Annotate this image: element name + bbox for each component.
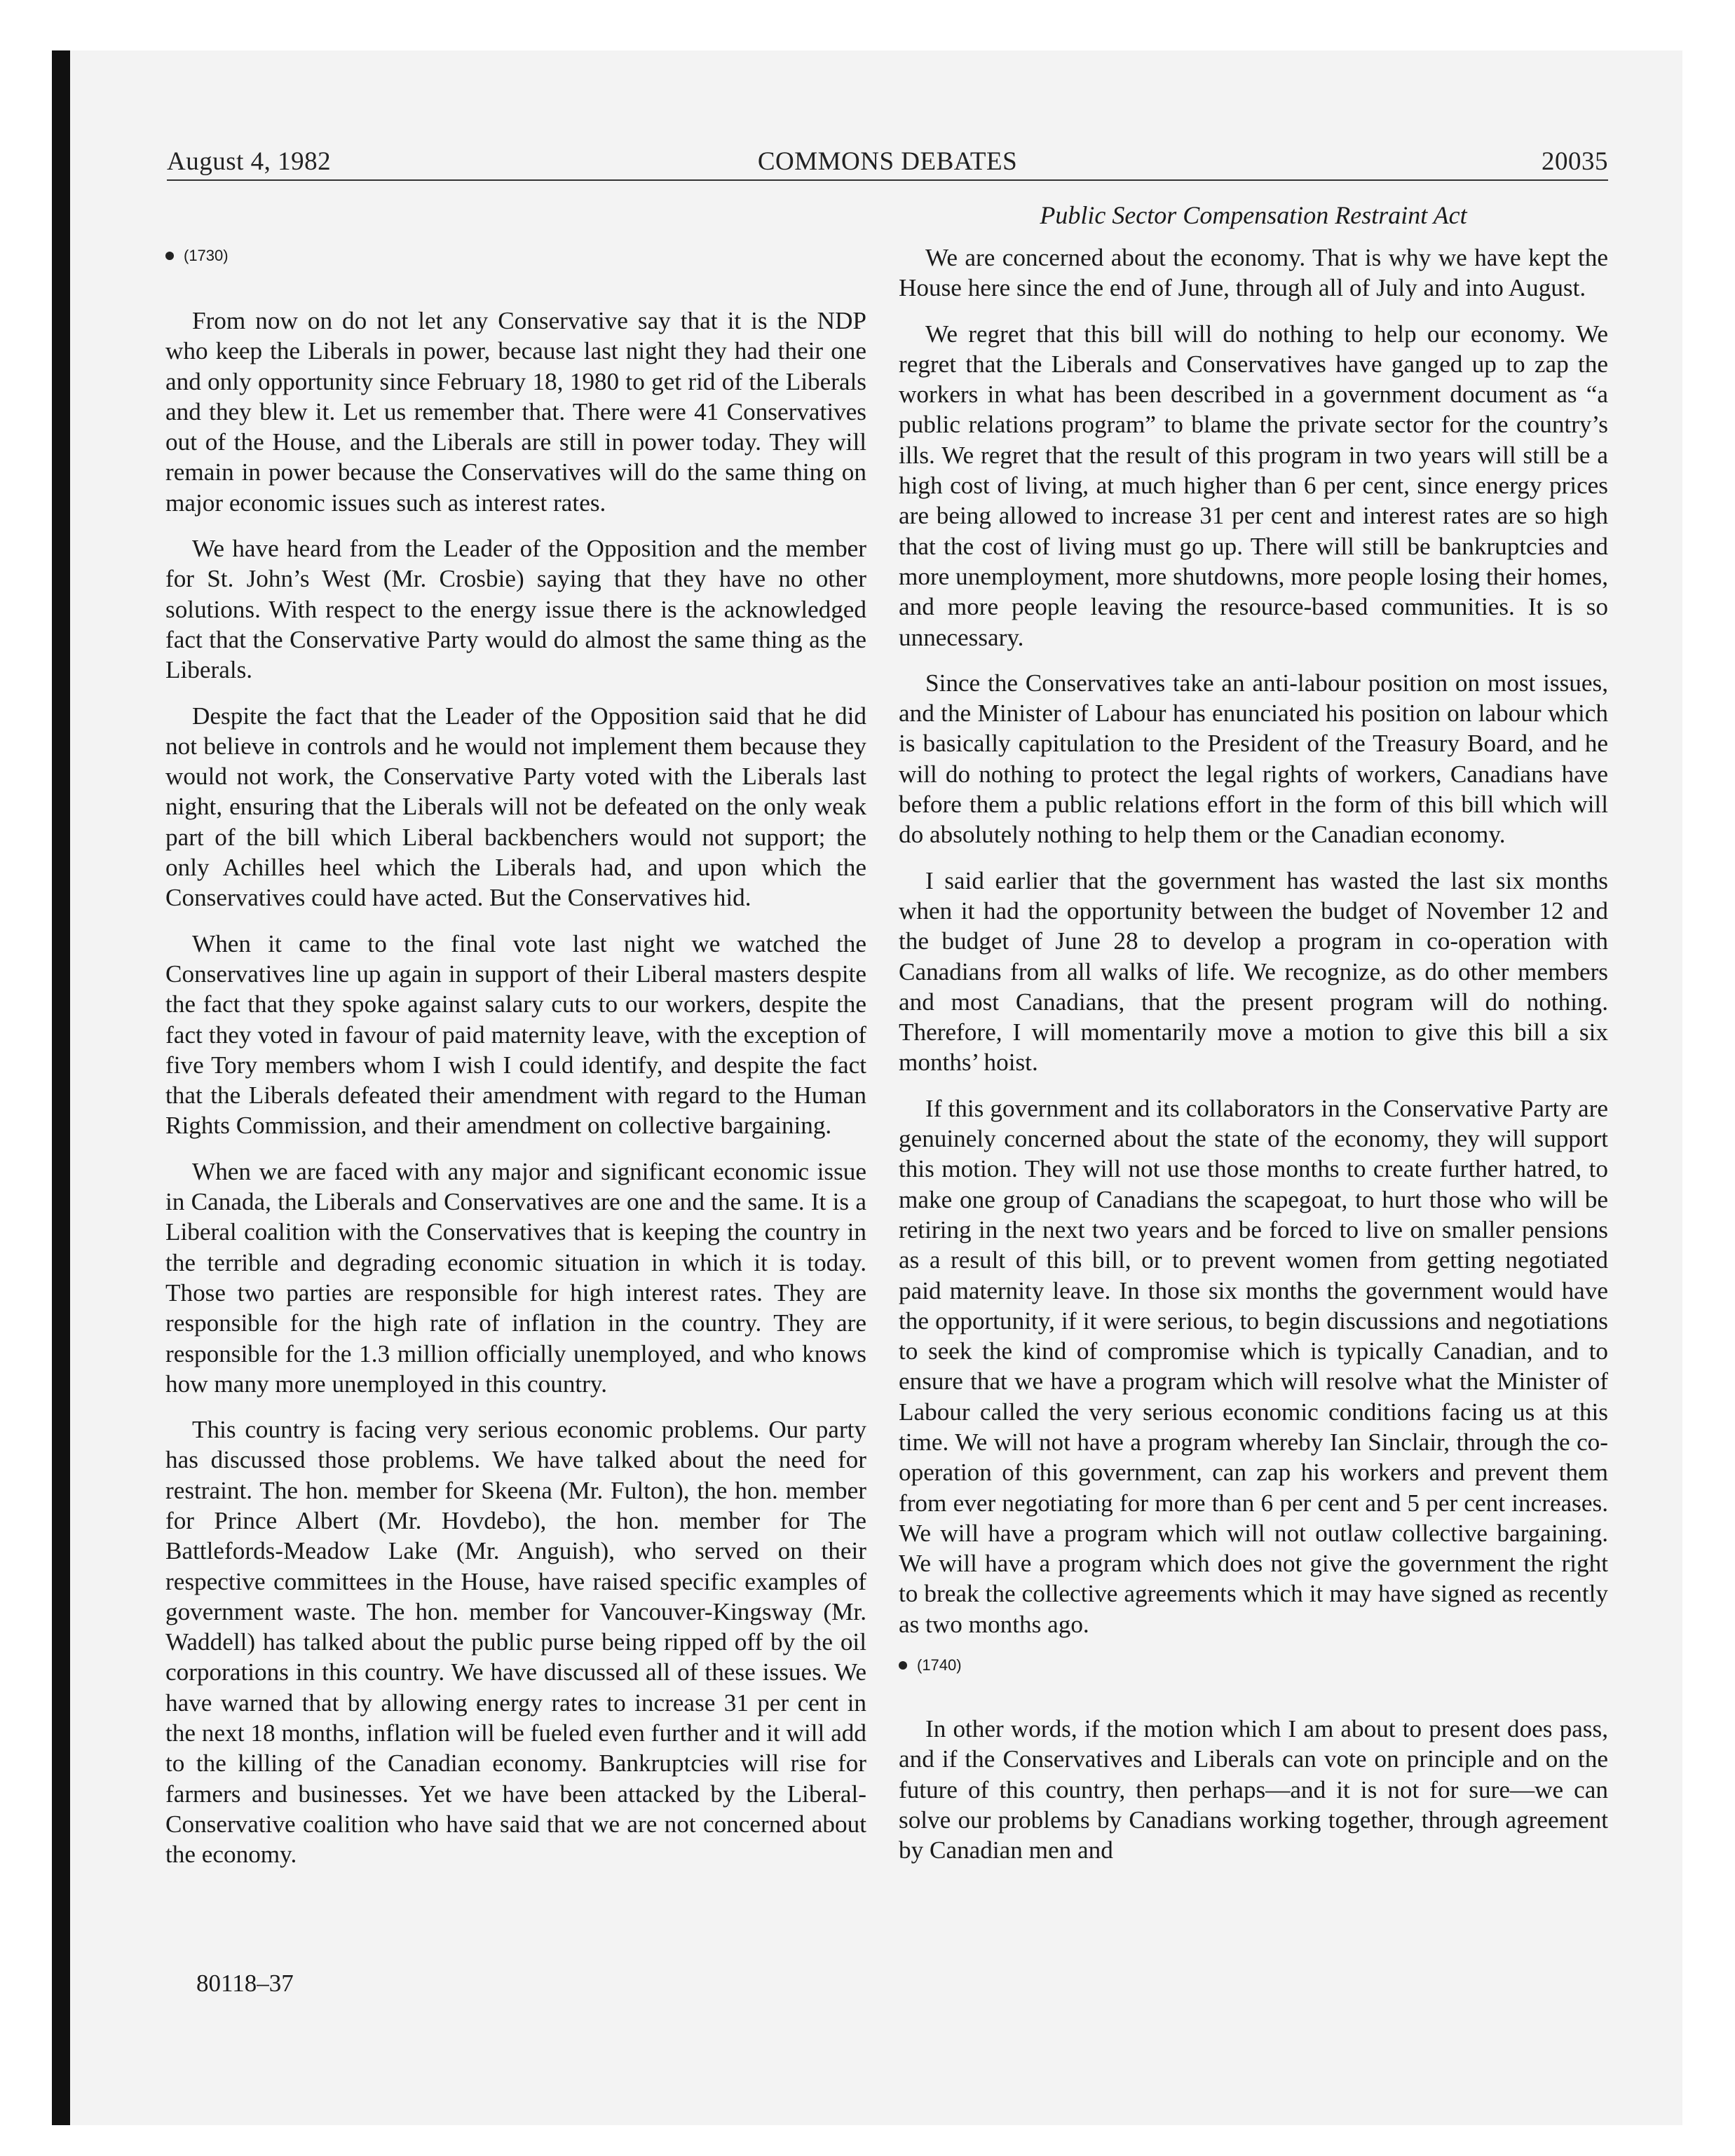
bullet-icon	[165, 252, 174, 260]
paragraph: Despite the fact that the Leader of the Opposition said that he did not believe in controls and he would not implement them because they would not work, the Conservative Party voted with the Liberals last night, ensuring that the Liberals will not be defeated on the only weak part of the bill which Liberal backbenchers would not support; the only Achilles heel which the Liberals had, and upon which the Conservatives could have acted. But the Conservatives hid.	[165, 702, 866, 912]
paragraph: We are concerned about the economy. That is why we have kept the House here since the end of June, through all of July and into August.	[899, 244, 1608, 302]
paragraph: We have heard from the Leader of the Opposition and the member for St. John’s West (Mr. Crosbie) saying that they have no other solutions. With respect to the energy issue there is the acknowledged fact that the Conservative Party would do almost the same thing as the Liberals.	[165, 535, 866, 684]
paragraph: If this government and its collaborators in the Conservative Party are genuinely concerned about the state of the economy, they will support this motion. They will not use those months to create further hatred, to make one group of Canadians the scapegoat, to hurt those who will be retiring in the next two years and be forced to live on smaller pensions as a result of this bill, or to prevent women from getting negotiated paid maternity leave. In those six months the government would have the opportunity, if it were serious, to begin discussions and negotiations to seek the kind of compromise which is typically Canadian, and to ensure that we have a program which will resolve what the Minister of Labour called the very serious economic conditions facing us at this time. We will not have a program whereby Ian Sinclair, through the co-operation of this government, can zap his workers and prevent them from ever negotiating for more than 6 per cent and 5 per cent increases. We will have a program which will not outlaw collective bargaining. We will have a program which does not give the government the right to break the collective agreements which it may have signed as recently as two months ago.	[899, 1094, 1608, 1638]
paragraph: When it came to the final vote last night we watched the Conservatives line up again in support of their Liberal masters despite the fact that they spoke against salary cuts to our workers, despite the fact they voted in favour of paid maternity leave, with the exception of five Tory members whom I wish I could identify, and despite the fact that the Liberals defeated their amendment with regard to the Human Rights Commission, and their amendment on collective bargaining.	[165, 929, 866, 1140]
time-marker	[165, 245, 866, 266]
time-marker-text: (1730)	[184, 247, 229, 264]
header-title: COMMONS DEBATES	[757, 147, 1018, 176]
page-header	[167, 146, 1608, 178]
left-column	[165, 245, 866, 1885]
time-marker	[899, 1655, 1608, 1676]
paragraph: Since the Conservatives take an anti-labour position on most issues, and the Minister of Labour has enunciated his position on labour which is basically capitulation to the President of the Treasury Board, and he will do nothing to protect the legal rights of workers, Canadians have before them a public relations effort in the form of this bill which will do absolutely nothing to help them or the Canadian economy.	[899, 669, 1608, 849]
paragraph: I said earlier that the government has wasted the last six months when it had the opportunity between the budget of November 12 and the budget of June 28 to develop a program in co-operation with Canadians from all walks of life. We recognize, as do other members and most Canadians, that the present program will do nothing. Therefore, I will momentarily move a motion to give this bill a six months’ hoist.	[899, 866, 1608, 1077]
footer-code: 80118–37	[196, 1970, 294, 1997]
paragraph: From now on do not let any Conservative say that it is the NDP who keep the Liberals in power, because last night they had their one and only opportunity since February 18, 1980 to get rid of the Liberals and they blew it. Let us remember that. There were 41 Conservatives out of the House, and the Liberals are still in power today. They will remain in power because the Conservatives will do the same thing on major economic issues such as interest rates.	[165, 307, 866, 517]
paragraph: When we are faced with any major and significant economic issue in Canada, the Liberals and Conservatives are one and the same. It is a Liberal coalition with the Conservatives that is keeping the country in the terrible and degrading economic situation in which it is today. Those two parties are responsible for high interest rates. They are responsible for the high rate of inflation in the country. They are responsible for the 1.3 million officially unemployed, and who knows how many more unemployed in this country.	[165, 1157, 866, 1398]
binding-edge	[52, 50, 70, 2125]
paragraph: In other words, if the motion which I am about to present does pass, and if the Conservatives and Liberals can vote on principle and on the future of this country, then perhaps—and it is not for sure—we can solve our problems by Canadians working together, through agreement by Canadian men and	[899, 1715, 1608, 1864]
header-rule	[167, 179, 1608, 181]
running-head: Public Sector Compensation Restraint Act	[1040, 201, 1467, 229]
bullet-icon	[899, 1661, 907, 1670]
header-date: August 4, 1982	[167, 147, 332, 176]
page-number: 20035	[1542, 147, 1608, 176]
right-column	[899, 243, 1608, 1881]
time-marker-text: (1740)	[917, 1656, 962, 1674]
paragraph: We regret that this bill will do nothing to help our economy. We regret that the Liberals and Conservatives have ganged up to zap the workers in what has been described in a government document as “a public relations program” to blame the private sector for the country’s ills. We regret that the result of this program in two years will still be a high cost of living, at much higher than 6 per cent, since energy prices are being allowed to increase 31 per cent and interest rates are so high that the cost of living must go up. There will still be bankruptcies and more unemployment, more shutdowns, more people losing their homes, and more people leaving the resource-based communities. It is so unnecessary.	[899, 320, 1608, 651]
paragraph: This country is facing very serious economic problems. Our party has discussed those problems. We have talked about the need for restraint. The hon. member for Skeena (Mr. Fulton), the hon. member for Prince Albert (Mr. Hovdebo), the hon. member for The Battlefords-Meadow Lake (Mr. Anguish), who served on their respective committees in the House, have raised specific examples of government waste. The hon. member for Vancouver-Kingsway (Mr. Waddell) has talked about the public purse being ripped off by the oil corporations in this country. We have discussed all of these issues. We have warned that by allowing energy rates to increase 31 per cent in the next 18 months, inflation will be fueled even further and it will add to the killing of the Canadian economy. Bankruptcies will rise for farmers and businesses. Yet we have been attacked by the Liberal-Conservative coalition who have said that we are not concerned about the economy.	[165, 1416, 866, 1869]
